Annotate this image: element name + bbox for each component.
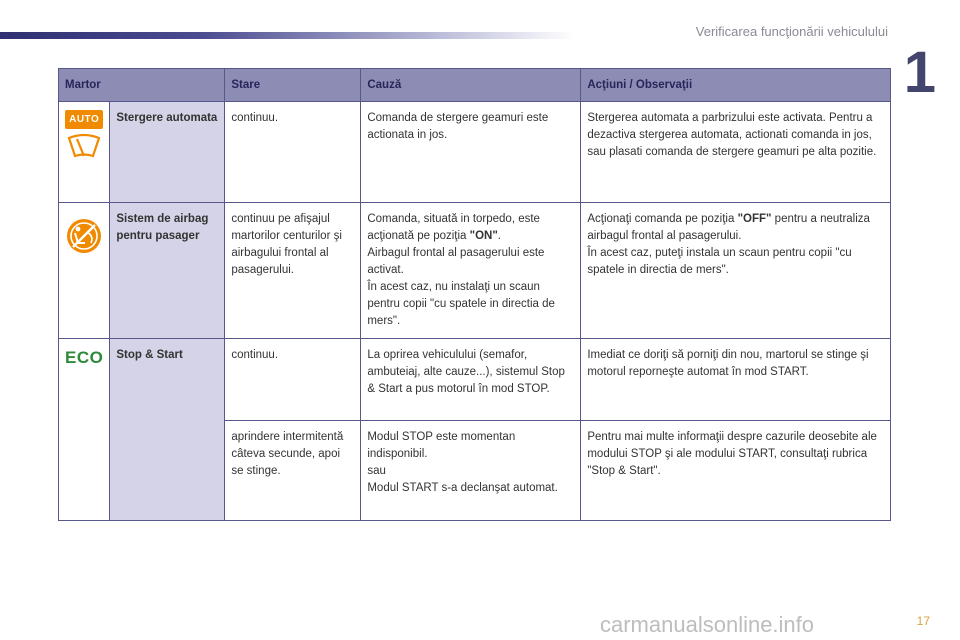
stare-cell: continuu.	[225, 339, 361, 421]
cauza-cell: Comanda, situată in torpedo, este acţionată pe poziţia "ON". Airbagul frontal al pasagerului este activat. În acest caz, nu instalaţi un scaun pentru copii "cu spatele in directia de mers".	[361, 203, 581, 339]
warning-lights-table	[58, 68, 891, 521]
col-header-stare: Stare	[225, 69, 361, 102]
header-gradient-bar	[0, 32, 575, 39]
table-row	[59, 339, 891, 421]
cauza-cell: Comanda de stergere geamuri este actionata in jos.	[361, 102, 581, 203]
wiper-auto-icon	[65, 110, 103, 160]
cauza-cell: La oprirea vehiculului (semafor, ambuteiaj, alte cauze...), sistemul Stop & Start a pus motorul în mod STOP.	[361, 339, 581, 421]
actiuni-cell: Imediat ce doriţi să porniţi din nou, martorul se stinge şi motorul reporneşte automat în mod START.	[581, 339, 891, 421]
eco-icon	[65, 349, 103, 369]
wiper-auto-icon-cell	[59, 102, 110, 203]
airbag-off-icon-cell	[59, 203, 110, 339]
warning-name: Stergere automata	[110, 102, 225, 203]
eco-icon-cell	[59, 339, 110, 521]
table-row	[59, 102, 891, 203]
watermark: carmanualsonline.info	[600, 612, 815, 637]
airbag-off-icon	[65, 217, 103, 255]
actiuni-cell: Stergerea automata a parbrizului este activata. Pentru a dezactiva stergerea automata, actionati comanda in jos, sau plasati comanda de stergere geamuri pe alta pozitie.	[581, 102, 891, 203]
cauza-text-a: Comanda, situată in torpedo, este acţionată pe poziţia	[367, 213, 540, 242]
section-title: Verificarea funcţionării vehiculului	[695, 24, 888, 39]
table-row	[59, 203, 891, 339]
cauza-cell	[361, 421, 581, 521]
off-label: "OFF"	[737, 213, 772, 225]
chapter-number: 1	[903, 40, 936, 105]
actiuni-text-a-rest: pentru a neutraliza airbagul frontal al pasagerului.	[587, 213, 870, 242]
warning-name: Sistem de airbag pentru pasager	[110, 203, 225, 339]
auto-badge: AUTO	[65, 110, 103, 129]
actiuni-text-a: Acţionaţi comanda pe poziţia	[587, 213, 738, 225]
col-header-martor: Martor	[59, 69, 225, 102]
cauza-text-c: În acest caz, nu instalaţi un scaun pentru copii "cu spatele in directia de mers".	[367, 281, 555, 327]
page-number: 17	[916, 614, 930, 628]
stare-cell: continuu.	[225, 102, 361, 203]
cauza-text-a: Modul STOP este momentan indisponibil.	[367, 431, 516, 460]
col-header-actiuni: Acţiuni / Observaţii	[581, 69, 891, 102]
cauza-text-c: Modul START s-a declanşat automat.	[367, 482, 558, 494]
on-label: "ON"	[469, 230, 498, 242]
cauza-text-b: sau	[367, 465, 386, 477]
actiuni-cell: Pentru mai multe informaţii despre cazurile deosebite ale modului STOP şi ale modului START, consultaţi rubrica "Stop & Start".	[581, 421, 891, 521]
actiuni-text-b: În acest caz, puteţi instala un scaun pentru copii "cu spatele in directia de mers".	[587, 247, 852, 276]
actiuni-cell	[581, 203, 891, 339]
cauza-text-b: Airbagul frontal al pasagerului este activat.	[367, 247, 545, 276]
table-header-row	[59, 69, 891, 102]
col-header-cauza: Cauză	[361, 69, 581, 102]
warning-name: Stop & Start	[110, 339, 225, 521]
stare-cell: continuu pe afişajul martorilor centurilor şi airbagului frontal al pasagerului.	[225, 203, 361, 339]
stare-cell: aprindere intermitentă câteva secunde, apoi se stinge.	[225, 421, 361, 521]
eco-label: ECO	[65, 348, 104, 367]
